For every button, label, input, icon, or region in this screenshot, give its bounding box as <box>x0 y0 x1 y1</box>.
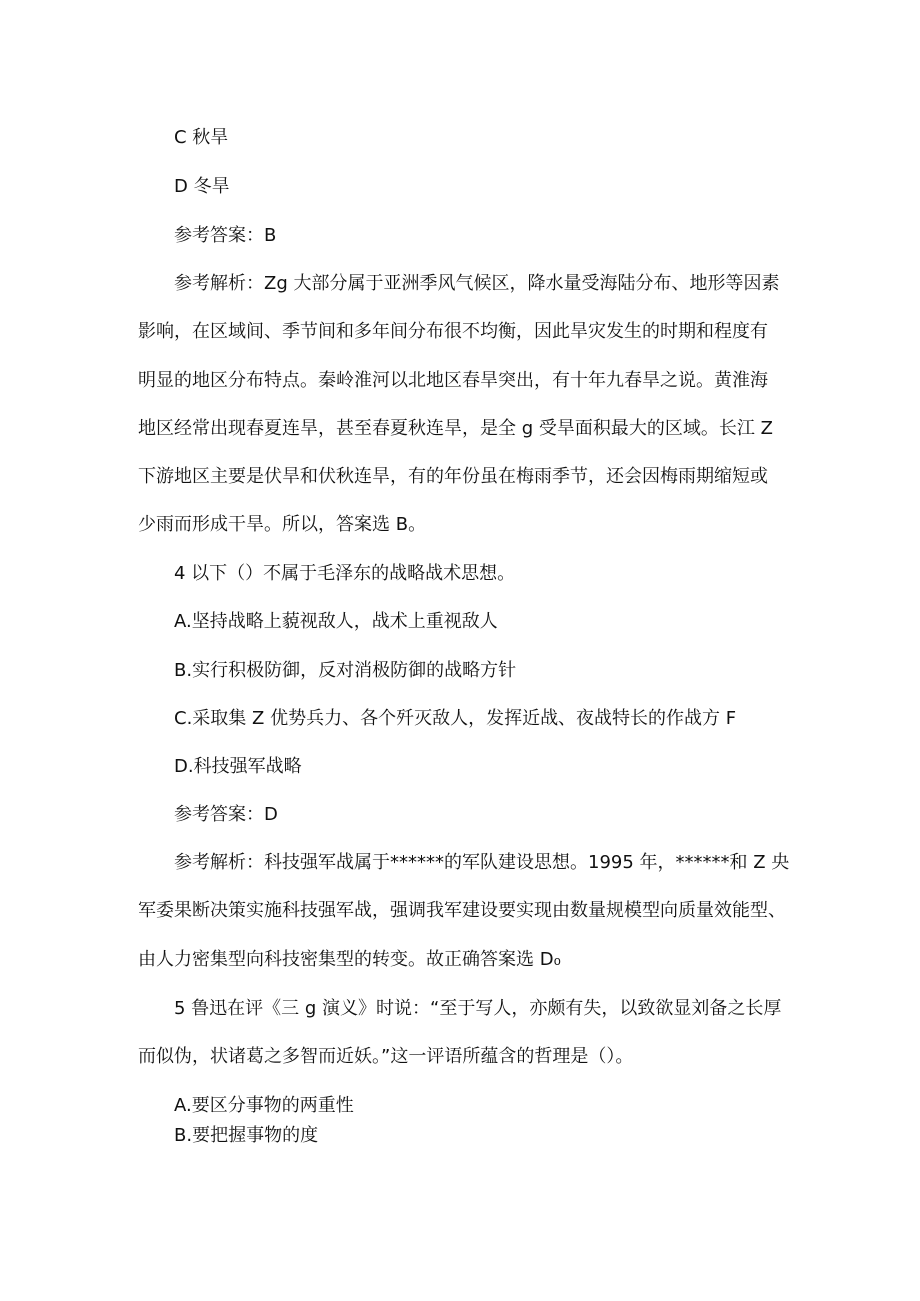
q4-analysis-line: 军委果断决策实施科技强军战，强调我军建设要实现由数量规模型向质量效能型、 <box>138 900 786 921</box>
q3-analysis-line: 影响，在区域间、季节间和多年间分布很不均衡，因此旱灾发生的时期和程度有 <box>138 321 768 342</box>
q3-analysis-line: 地区经常出现春夏连旱，甚至春夏秋连旱，是全 g 受旱面积最大的区域。长江 Z <box>138 418 773 439</box>
q3-answer: 参考答案：B <box>174 225 277 246</box>
q4-option-d: D.科技强军战略 <box>174 756 302 777</box>
q5-question-line: 5 鲁迅在评《三 g 演义》时说：“至于写人，亦颇有失，以致欲显刘备之长厚 <box>174 998 782 1019</box>
q4-option-b: B.实行积极防御，反对消极防御的战略方针 <box>174 660 517 681</box>
q3-analysis-line: 下游地区主要是伏旱和伏秋连旱，有的年份虽在梅雨季节，还会因梅雨期缩短或 <box>138 466 768 487</box>
q3-option-d: D 冬旱 <box>174 176 230 197</box>
q3-analysis-line: 参考解析：Zg 大部分属于亚洲季风气候区，降水量受海陆分布、地形等因素 <box>174 273 780 294</box>
q4-answer: 参考答案：D <box>174 804 278 825</box>
q3-option-c: C 秋旱 <box>174 127 229 148</box>
q5-option-b: B.要把握事物的度 <box>174 1125 319 1146</box>
q4-option-a: A.坚持战略上藐视敌人，战术上重视敌人 <box>174 611 498 632</box>
q4-analysis-line: 参考解析：科技强军战属于******的军队建设思想。1995 年，******和 Z 央 <box>174 852 790 873</box>
q3-analysis-line: 少雨而形成干旱。所以，答案选 B。 <box>138 514 427 535</box>
q5-option-a: A.要区分事物的两重性 <box>174 1095 354 1116</box>
q4-option-c: C.采取集 Z 优势兵力、各个歼灭敌人，发挥近战、夜战特长的作战方 F <box>174 708 737 729</box>
q4-question: 4 以下（）不属于毛泽东的战略战术思想。 <box>174 563 516 584</box>
q4-analysis-line: 由人力密集型向科技密集型的转变。故正确答案选 D₀ <box>138 949 561 970</box>
q3-analysis-line: 明显的地区分布特点。秦岭淮河以北地区春旱突出，有十年九春旱之说。黄淮海 <box>138 370 768 391</box>
q5-question-line: 而似伪，状诸葛之多智而近妖。”这一评语所蕴含的哲理是（）。 <box>138 1046 634 1067</box>
